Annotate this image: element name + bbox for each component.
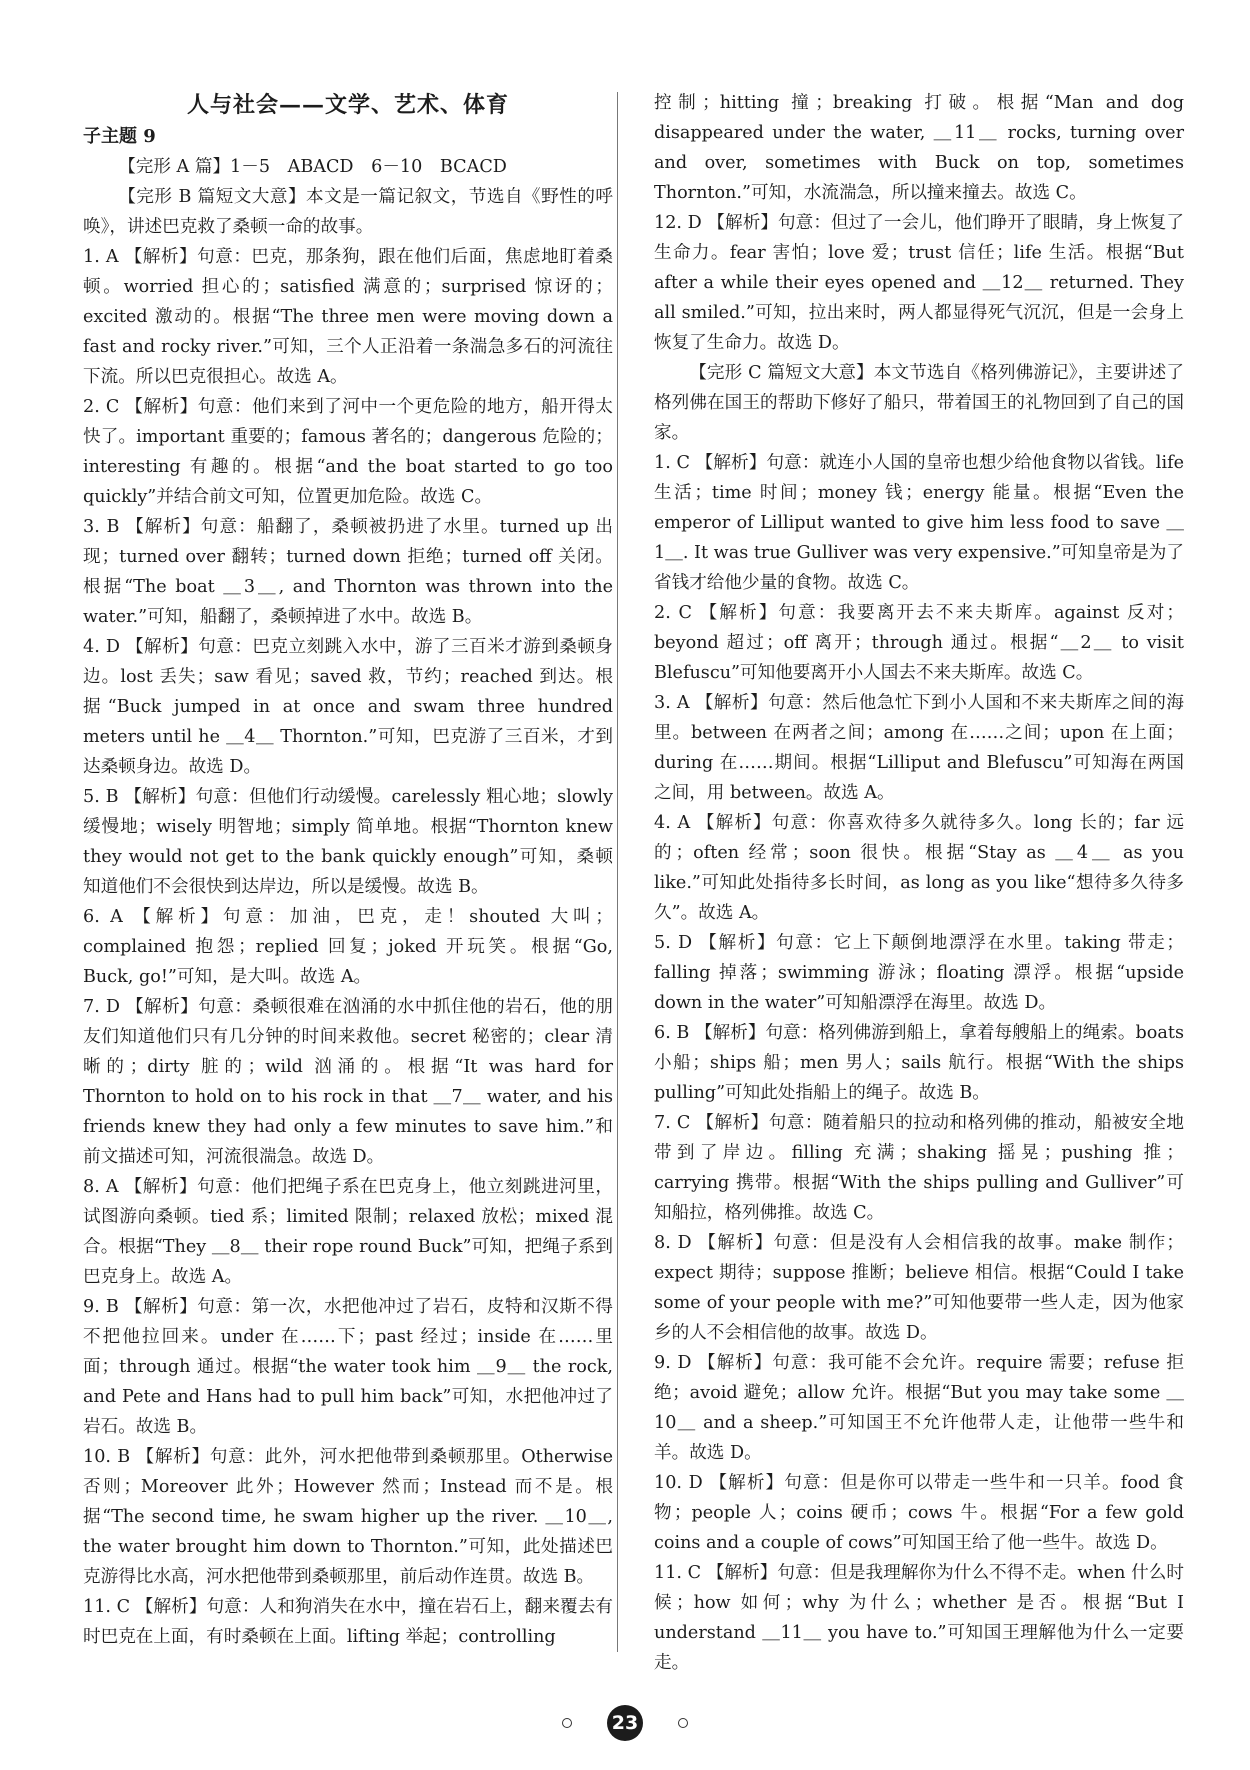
explanation-item: 3. B 【解析】句意：船翻了，桑顿被扔进了水里。turned up 出现；turned over 翻转；turned down 拒绝；turned off 关闭。根据“The boat ＿3＿, and Thornton was thrown into the water.”可知，船翻了，桑顿掉进了水中。故选 B。 [83, 517, 613, 627]
explanation-continuation: 控制；hitting 撞；breaking 打破。根据“Man and dog disappeared under the water, ＿11＿ rocks, turning over and over, sometimes with Buck on top, sometimes Thornton.”可知，水流湍急，所以撞来撞去。故选 C。 [654, 93, 1184, 203]
explanation-item: 4. A 【解析】句意：你喜欢待多久就待多久。long 长的；far 远的；often 经常；soon 很快。根据“Stay as ＿4＿ as you like.”可知此处指待多长时间，as long as you like“想待多久待多久”。故选 A。 [654, 813, 1184, 923]
passage-a-answers: 【完形 A 篇】1－5 ABACD 6－10 BCACD [118, 157, 507, 177]
explanation-item: 10. B 【解析】句意：此外，河水把他带到桑顿那里。Otherwise 否则；Moreover 此外；However 然而；Instead 而不是。根据“The second time, he swam higher up the river. ＿10＿, the water brought him down to Thornton.”可知，此处描述巴克游得比水高，河水把他带到桑顿那里，前后动作连贯。故选 B。 [83, 1447, 613, 1587]
left-column [83, 88, 613, 1652]
explanation-item: 5. B 【解析】句意：但他们行动缓慢。carelessly 粗心地；slowly 缓慢地；wisely 明智地；simply 简单地。根据“Thornton knew they would not get to the bank quickly enough”可知，桑顿知道他们不会很快到达岸边，所以是缓慢。故选 B。 [83, 787, 613, 897]
explanation-item: 10. D 【解析】句意：但是你可以带走一些牛和一只羊。food 食物；people 人；coins 硬币；cows 牛。根据“For a few gold coins and a couple of cows”可知国王给了他一些牛。故选 D。 [654, 1473, 1184, 1553]
passage-c-summary: 【完形 C 篇短文大意】本文节选自《格列佛游记》，主要讲述了格列佛在国王的帮助下修好了船只，带着国王的礼物回到了自己的国家。 [654, 363, 1184, 443]
explanation-item: 12. D 【解析】句意：但过了一会儿，他们睁开了眼睛，身上恢复了生命力。fear 害怕；love 爱；trust 信任；life 生活。根据“But after a while their eyes opened and ＿12＿ returned. They all smiled.”可知，拉出来时，两人都显得死气沉沉，但是一会身上恢复了生命力。故选 D。 [654, 213, 1184, 353]
explanation-item: 3. A 【解析】句意：然后他急忙下到小人国和不来夫斯库之间的海里。between 在两者之间；among 在……之间；upon 在上面；during 在……期间。根据“Lilliput and Blefuscu”可知海在两国之间，用 between。故选 A。 [654, 693, 1184, 803]
subtopic-label: 子主题 9 [83, 126, 156, 147]
explanation-item: 1. A 【解析】句意：巴克，那条狗，跟在他们后面，焦虑地盯着桑顿。worried 担心的；satisfied 满意的；surprised 惊讶的；excited 激动的。根据“The three men were moving down a fast and rocky river.”可知，三个人正沿着一条湍急多石的河流往下流。所以巴克很担心。故选 A。 [83, 247, 613, 387]
column-divider [617, 92, 618, 1652]
page-footer [0, 1705, 1250, 1741]
explanation-item: 6. A 【解析】句意：加油，巴克，走！shouted 大叫；complained 抱怨；replied 回复；joked 开玩笑。根据“Go, Buck, go!”可知，是大叫。故选 A。 [83, 907, 613, 987]
explanation-item: 5. D 【解析】句意：它上下颠倒地漂浮在水里。taking 带走；falling 掉落；swimming 游泳；floating 漂浮。根据“upside down in the water”可知船漂浮在海里。故选 D。 [654, 933, 1184, 1013]
explanation-item: 4. D 【解析】句意：巴克立刻跳入水中，游了三百米才游到桑顿身边。lost 丢失；saw 看见；saved 救，节约；reached 到达。根据“Buck jumped in at once and swam three hundred meters until he ＿4＿ Thornton.”可知，巴克游了三百米，才到达桑顿身边。故选 D。 [83, 637, 613, 777]
explanation-item: 2. C 【解析】句意：我要离开去不来夫斯库。against 反对；beyond 超过；off 离开；through 通过。根据“＿2＿ to visit Blefuscu”可知他要离开小人国去不来夫斯库。故选 C。 [654, 603, 1184, 683]
explanation-item: 8. A 【解析】句意：他们把绳子系在巴克身上，他立刻跳进河里，试图游向桑顿。tied 系；limited 限制；relaxed 放松；mixed 混合。根据“They ＿8＿ their rope round Buck”可知，把绳子系到巴克身上。故选 A。 [83, 1177, 613, 1287]
right-column [654, 88, 1184, 1678]
explanation-item: 11. C 【解析】句意：人和狗消失在水中，撞在岩石上，翻来覆去有时巴克在上面，有时桑顿在上面。lifting 举起；controlling [83, 1597, 613, 1647]
page-number: 23 [607, 1705, 643, 1741]
explanation-item: 9. D 【解析】句意：我可能不会允许。require 需要；refuse 拒绝；avoid 避免；allow 允许。根据“But you may take some ＿10＿ and a sheep.”可知国王不允许他带人走，让他带一些牛和羊。故选 D。 [654, 1353, 1184, 1463]
explanation-item: 8. D 【解析】句意：但是没有人会相信我的故事。make 制作；expect 期待；suppose 推断；believe 相信。根据“Could I take some of your people with me?”可知他要带一些人走，因为他家乡的人不会相信他的故事。故选 D。 [654, 1233, 1184, 1343]
explanation-item: 7. D 【解析】句意：桑顿很难在汹涌的水中抓住他的岩石，他的朋友们知道他们只有几分钟的时间来救他。secret 秘密的；clear 清晰的；dirty 脏的；wild 汹涌的。根据“It was hard for Thornton to hold on to his rock in that ＿7＿ water, and his friends knew they had only a few minutes to save him.”和前文描述可知，河流很湍急。故选 D。 [83, 997, 613, 1167]
footer-dot-right-icon [678, 1718, 688, 1728]
explanation-item: 2. C 【解析】句意：他们来到了河中一个更危险的地方，船开得太快了。important 重要的；famous 著名的；dangerous 危险的；interesting 有趣的。根据“and the boat started to go too quickly”并结合前文可知，位置更加危险。故选 C。 [83, 397, 613, 507]
explanation-item: 9. B 【解析】句意：第一次，水把他冲过了岩石，皮特和汉斯不得不把他拉回来。under 在……下；past 经过；inside 在……里面；through 通过。根据“the water took him ＿9＿ the rock, and Pete and Hans had to pull him back”可知，水把他冲过了岩石。故选 B。 [83, 1297, 613, 1437]
explanation-item: 1. C 【解析】句意：就连小人国的皇帝也想少给他食物以省钱。life 生活；time 时间；money 钱；energy 能量。根据“Even the emperor of Lilliput wanted to give him less food to save ＿1＿. It was true Gulliver was very expensive.”可知皇帝是为了省钱才给他少量的食物。故选 C。 [654, 453, 1184, 593]
footer-dot-left-icon [562, 1718, 572, 1728]
explanation-item: 7. C 【解析】句意：随着船只的拉动和格列佛的推动，船被安全地带到了岸边。filling 充满；shaking 摇晃；pushing 推；carrying 携带。根据“With the ships pulling and Gulliver”可知船拉，格列佛推。故选 C。 [654, 1113, 1184, 1223]
explanation-item: 6. B 【解析】句意：格列佛游到船上，拿着每艘船上的绳索。boats 小船；ships 船；men 男人；sails 航行。根据“With the ships pulling”可知此处指船上的绳子。故选 B。 [654, 1023, 1184, 1103]
passage-b-summary: 【完形 B 篇短文大意】本文是一篇记叙文，节选自《野性的呼唤》，讲述巴克救了桑顿一命的故事。 [83, 187, 613, 237]
explanation-item: 11. C 【解析】句意：但是我理解你为什么不得不走。when 什么时候；how 如何；why 为什么；whether 是否。根据“But I understand ＿11＿ you have to.”可知国王理解他为什么一定要走。 [654, 1563, 1184, 1673]
section-title: 人与社会——文学、艺术、体育 [186, 92, 509, 118]
